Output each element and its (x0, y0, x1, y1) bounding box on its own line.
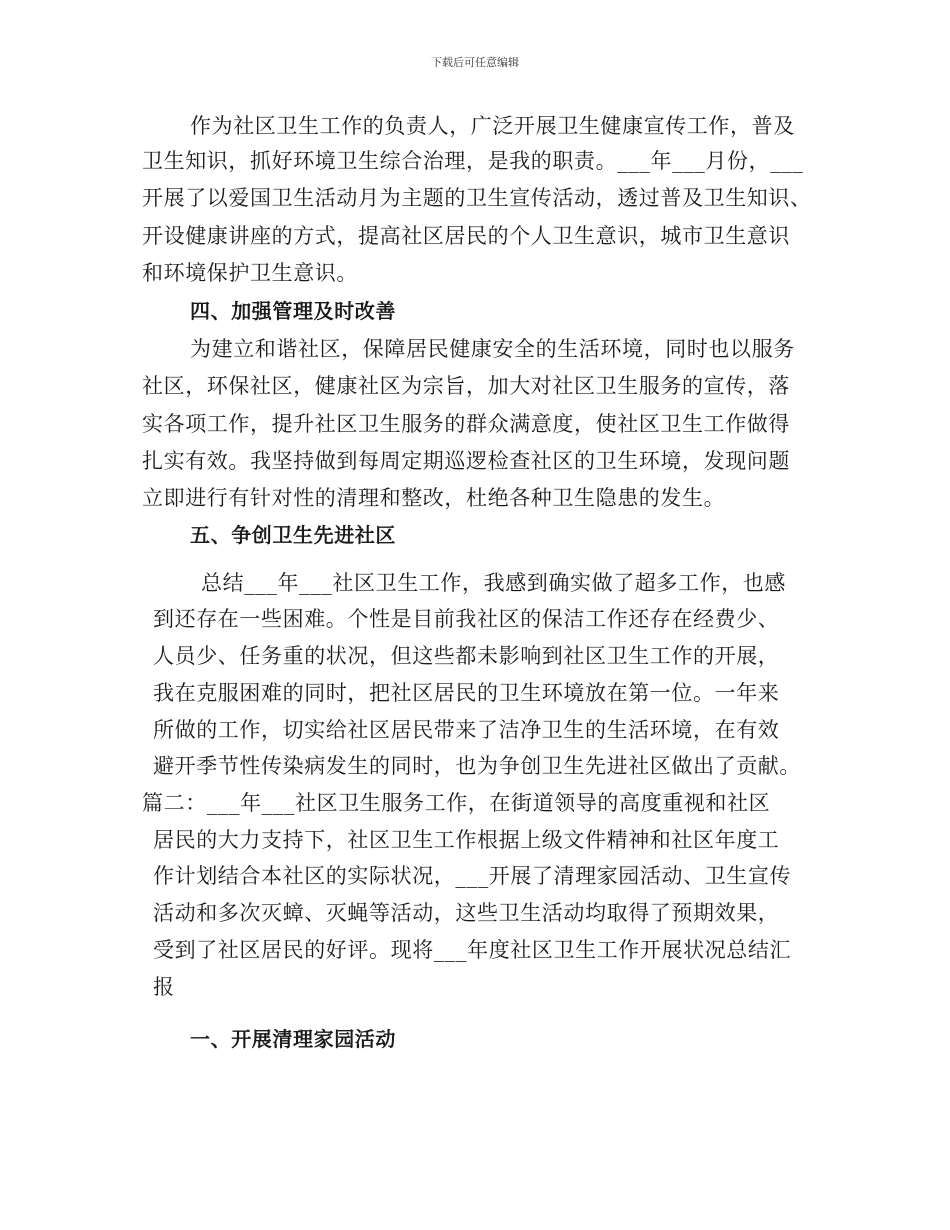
paragraph-line: 篇二：___年___社区卫生服务工作，在街道领导的高度重视和社区 (142, 791, 771, 815)
paragraph-line: 居民的大力支持下，社区卫生工作根据上级文件精神和社区年度工 (153, 828, 780, 852)
page-header-note: 下载后可任意编辑 (431, 56, 519, 69)
paragraph-line: 实各项工作，提升社区卫生服务的群众满意度，使社区卫生工作做得 (142, 412, 790, 436)
paragraph-line: 避开季节性传染病发生的同时，也为争创卫生先进社区做出了贡献。 (153, 754, 801, 778)
paragraph-line: 人员少、任务重的状况，但这些都未影响到社区卫生工作的开展， (153, 644, 780, 668)
paragraph-line: 活动和多次灭蟑、灭蝇等活动，这些卫生活动均取得了预期效果， (153, 901, 780, 925)
paragraph-line: 所做的工作，切实给社区居民带来了洁净卫生的生活环境，在有效 (153, 718, 780, 742)
paragraph-line: 扎实有效。我坚持做到每周定期巡逻检查社区的卫生环境，发现问题 (142, 449, 790, 473)
paragraph-line: 卫生知识，抓好环境卫生综合治理，是我的职责。___年___月份，___ (142, 149, 804, 173)
paragraph-line: 为建立和谐社区，保障居民健康安全的生活环境，同时也以服务 (190, 337, 795, 361)
paragraph-line: 作为社区卫生工作的负责人，广泛开展卫生健康宣传工作，普及 (190, 114, 795, 138)
section-heading-1: 一、开展清理家园活动 (190, 1027, 396, 1051)
paragraph-line: 社区，环保社区，健康社区为宗旨，加大对社区卫生服务的宣传，落 (142, 374, 790, 398)
paragraph-line: 和环境保护卫生意识。 (142, 261, 358, 285)
paragraph-line: 开设健康讲座的方式，提高社区居民的个人卫生意识，城市卫生意识 (142, 224, 790, 248)
paragraph-line: 作计划结合本社区的实际状况，___开展了清理家园活动、卫生宣传 (153, 864, 792, 888)
paragraph-line: 总结___年___社区卫生工作，我感到确实做了超多工作，也感 (201, 571, 786, 595)
paragraph-line: 报 (153, 975, 175, 999)
section-heading-5: 五、争创卫生先进社区 (190, 523, 396, 547)
paragraph-line: 立即进行有针对性的清理和整改，杜绝各种卫生隐患的发生。 (142, 486, 726, 510)
section-heading-4: 四、加强管理及时改善 (190, 299, 396, 323)
paragraph-line: 到还存在一些困难。个性是目前我社区的保洁工作还存在经费少、 (153, 607, 780, 631)
paragraph-line: 开展了以爱国卫生活动月为主题的卫生宣传活动，透过普及卫生知识、 (142, 186, 812, 210)
paragraph-line: 受到了社区居民的好评。现将___年度社区卫生工作开展状况总结汇 (153, 938, 792, 962)
paragraph-line: 我在克服困难的同时，把社区居民的卫生环境放在第一位。一年来 (153, 681, 780, 705)
